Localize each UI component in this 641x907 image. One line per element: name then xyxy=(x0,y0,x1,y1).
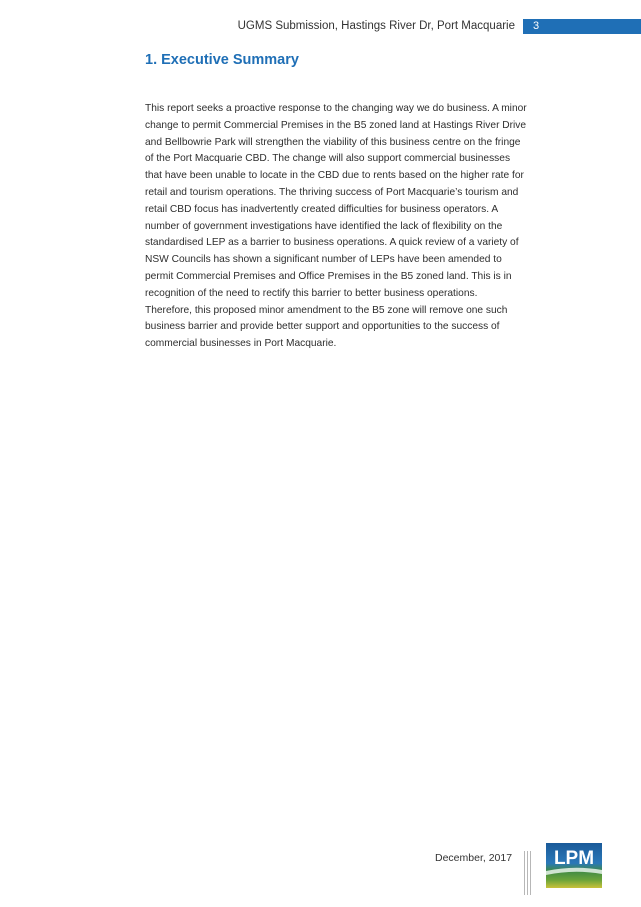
footer-divider xyxy=(524,851,531,895)
page-header xyxy=(0,18,641,36)
page-number: 3 xyxy=(523,19,641,34)
executive-summary-paragraph: This report seeks a proactive response to the changing way we do business. A minor change to permit Commercial Premises in the B5 zoned land at Hastings River Drive and Bellbowrie Park will strengthen the viability of this business centre on the fringe of the Port Macquarie CBD. The change will also support commercial businesses that have been unable to locate in the CBD due to rents based on the higher rate for retail and tourism operations. The thriving success of Port Macquarie’s tourism and retail CBD focus has inadvertently created difficulties for business operators. A number of government investigations have identified the lack of flexibility on the standardised LEP as a barrier to business operations. A quick review of a variety of NSW Councils has shown a significant number of LEPs have been amended to permit Commercial Premises and Office Premises in the B5 zoned land. This is in recognition of the need to rectify this barrier to better business operations. Therefore, this proposed minor amendment to the B5 zone will remove one such business barrier and provide better support and opportunities to the success of commercial businesses in Port Macquarie. xyxy=(145,103,527,350)
logo-text: LPM xyxy=(553,848,595,869)
header-title: UGMS Submission, Hastings River Dr, Port Macquarie xyxy=(237,20,515,32)
footer-date: December, 2017 xyxy=(435,852,513,864)
section-heading: 1. Executive Summary xyxy=(145,52,299,68)
lpm-logo xyxy=(546,843,602,888)
